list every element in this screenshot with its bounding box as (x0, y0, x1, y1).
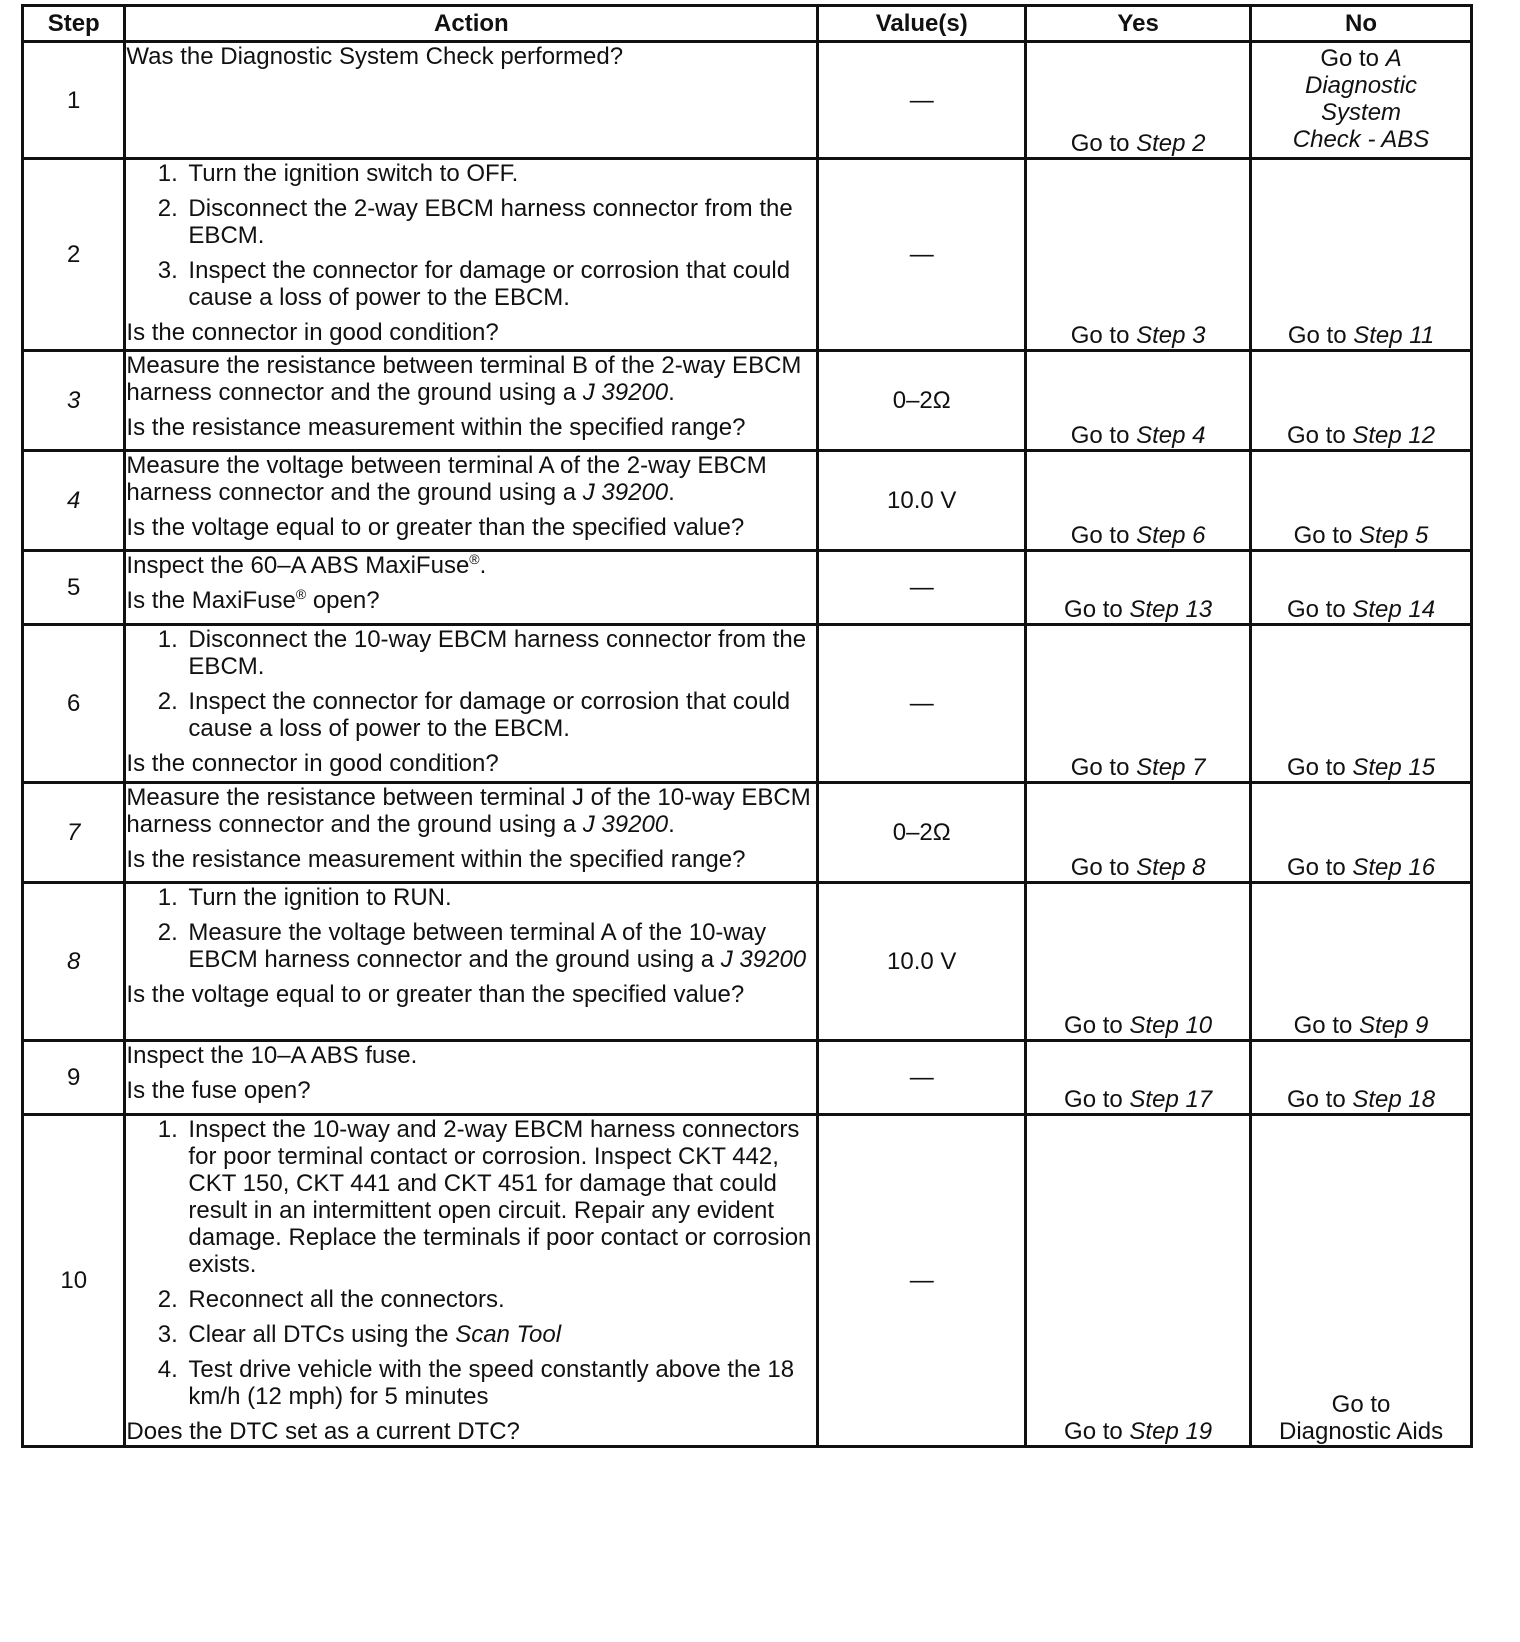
instruction-text: Inspect the 60–A ABS MaxiFuse®. (126, 551, 487, 579)
table-row (23, 351, 1472, 451)
procedure-item: 2. Disconnect the 2-way EBCM harness connector from the EBCM. (184, 195, 816, 249)
yes-cell: Go to Step 13 (1026, 551, 1251, 625)
procedure-list (126, 884, 816, 973)
no-cell: Go to Step 14 (1251, 551, 1472, 625)
action-cell (125, 42, 818, 159)
no-cell: Go to Step 9 (1251, 883, 1472, 1041)
step-number: 9 (23, 1041, 125, 1115)
table-row (23, 1041, 1472, 1115)
no-cell: Go to Step 11 (1251, 159, 1472, 351)
tool-name: J 39200 (582, 479, 669, 506)
yes-cell: Go to Step 6 (1026, 451, 1251, 551)
question-text: Is the connector in good condition? (126, 319, 499, 346)
action-cell (125, 625, 818, 783)
table-row (23, 551, 1472, 625)
value-cell: 0–2Ω (818, 351, 1026, 451)
value-cell: — (818, 159, 1026, 351)
value-cell: — (818, 1041, 1026, 1115)
procedure-item: 2. Inspect the connector for damage or corrosion that could cause a loss of power to the EBCM. (184, 688, 816, 742)
yes-cell: Go to Step 4 (1026, 351, 1251, 451)
action-cell (125, 351, 818, 451)
step-number: 4 (23, 451, 125, 551)
value-cell: — (818, 625, 1026, 783)
question-text: Is the voltage equal to or greater than the specified value? (126, 981, 745, 1008)
action-cell (125, 1115, 818, 1447)
action-cell (125, 1041, 818, 1115)
procedure-item: 1. Disconnect the 10-way EBCM harness connector from the EBCM. (184, 626, 816, 680)
table-row (23, 1115, 1472, 1447)
table-row (23, 625, 1472, 783)
procedure-item: 2. Measure the voltage between terminal A of the 10-way EBCM harness connector and the ground using a J 39200 (184, 919, 816, 973)
procedure-item: 1. Turn the ignition to RUN. (184, 884, 816, 911)
question-text: Is the MaxiFuse® open? (126, 586, 380, 614)
instruction-text: Measure the resistance between terminal J of the 10-way EBCM harness connector and the ground using a J 39200. (126, 784, 811, 838)
header-row (23, 6, 1472, 42)
action-cell (125, 159, 818, 351)
procedure-list (126, 1116, 816, 1410)
procedure-list (126, 626, 816, 742)
no-cell: Go to Diagnostic Aids (1251, 1115, 1472, 1447)
procedure-list (126, 160, 816, 311)
header-action: Action (125, 6, 818, 42)
procedure-item: 1. Inspect the 10-way and 2-way EBCM harness connectors for poor terminal contact or corrosion. Inspect CKT 442, CKT 150, CKT 441 and CKT 451 for damage that could result in an intermittent open circuit. Repair any evident damage. Replace the terminals if poor contact or corrosion exists. (184, 1116, 816, 1278)
yes-cell: Go to Step 3 (1026, 159, 1251, 351)
value-cell: — (818, 551, 1026, 625)
step-number: 1 (23, 42, 125, 159)
no-cell: Go to Step 12 (1251, 351, 1472, 451)
tool-name: J 39200 (582, 379, 669, 406)
diagnostic-table (21, 4, 1473, 1448)
instruction-text: Inspect the 10–A ABS fuse. (126, 1042, 418, 1069)
question-text: Is the connector in good condition? (126, 750, 499, 777)
no-cell: Go to Step 16 (1251, 783, 1472, 883)
header-step: Step (23, 6, 125, 42)
tool-name: Scan Tool (455, 1321, 562, 1348)
table-row (23, 883, 1472, 1041)
table-row (23, 451, 1472, 551)
table-row (23, 159, 1472, 351)
step-number: 3 (23, 351, 125, 451)
question-text: Is the resistance measurement within the specified range? (126, 846, 746, 873)
step-number: 6 (23, 625, 125, 783)
tool-name: J 39200 (582, 811, 669, 838)
question-text: Is the fuse open? (126, 1077, 311, 1104)
value-cell: — (818, 1115, 1026, 1447)
instruction-text: Measure the resistance between terminal B of the 2-way EBCM harness connector and the ground using a J 39200. (126, 352, 802, 406)
step-number: 5 (23, 551, 125, 625)
yes-cell: Go to Step 8 (1026, 783, 1251, 883)
procedure-item: 1. Turn the ignition switch to OFF. (184, 160, 816, 187)
value-cell: 10.0 V (818, 883, 1026, 1041)
yes-cell: Go to Step 17 (1026, 1041, 1251, 1115)
value-cell: — (818, 42, 1026, 159)
yes-cell: Go to Step 19 (1026, 1115, 1251, 1447)
tool-name: J 39200 (720, 946, 807, 973)
action-cell (125, 883, 818, 1041)
step-number: 2 (23, 159, 125, 351)
step-number: 8 (23, 883, 125, 1041)
yes-cell: Go to Step 7 (1026, 625, 1251, 783)
no-cell: Go to Step 5 (1251, 451, 1472, 551)
action-cell (125, 783, 818, 883)
table-row (23, 42, 1472, 159)
procedure-item: 3. Clear all DTCs using the Scan Tool (184, 1321, 816, 1348)
procedure-item: 2. Reconnect all the connectors. (184, 1286, 816, 1313)
value-cell: 0–2Ω (818, 783, 1026, 883)
value-cell: 10.0 V (818, 451, 1026, 551)
step-number: 10 (23, 1115, 125, 1447)
table-row (23, 783, 1472, 883)
header-values: Value(s) (818, 6, 1026, 42)
procedure-item: 3. Inspect the connector for damage or corrosion that could cause a loss of power to the EBCM. (184, 257, 816, 311)
header-yes: Yes (1026, 6, 1251, 42)
no-cell: Go to Step 18 (1251, 1041, 1472, 1115)
procedure-item: 4. Test drive vehicle with the speed constantly above the 18 km/h (12 mph) for 5 minutes (184, 1356, 816, 1410)
yes-cell: Go to Step 2 (1026, 42, 1251, 159)
step-number: 7 (23, 783, 125, 883)
instruction-text: Measure the voltage between terminal A of the 2-way EBCM harness connector and the ground using a J 39200. (126, 452, 767, 506)
action-cell (125, 451, 818, 551)
yes-cell: Go to Step 10 (1026, 883, 1251, 1041)
header-no: No (1251, 6, 1472, 42)
no-cell: Go to Step 15 (1251, 625, 1472, 783)
no-cell: Go to A Diagnostic System Check - ABS (1251, 42, 1472, 159)
action-cell (125, 551, 818, 625)
question-text: Does the DTC set as a current DTC? (126, 1418, 520, 1445)
question-text: Was the Diagnostic System Check performed? (126, 43, 624, 70)
question-text: Is the resistance measurement within the specified range? (126, 414, 746, 441)
question-text: Is the voltage equal to or greater than the specified value? (126, 514, 745, 541)
